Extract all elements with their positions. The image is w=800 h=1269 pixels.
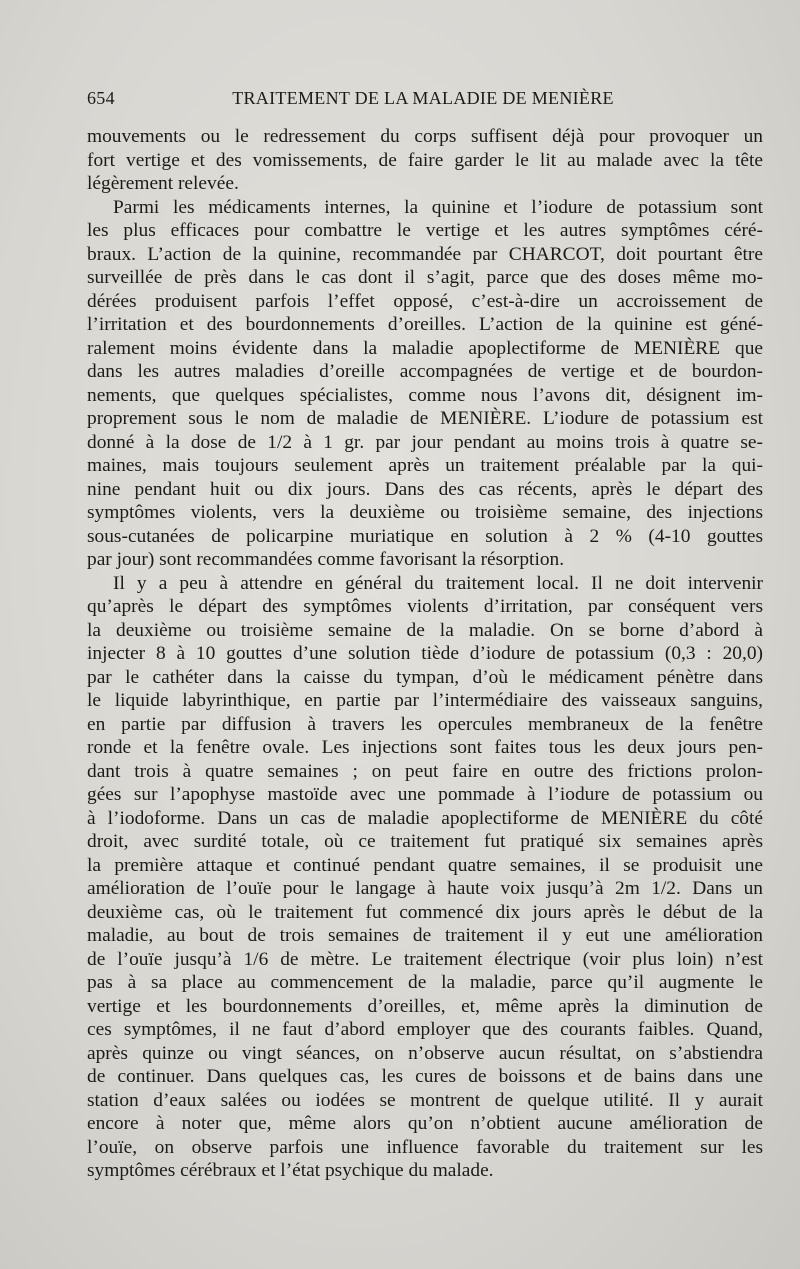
text-line: nine pendant huit ou dix jours. Dans des cas récents, après le départ des xyxy=(87,478,763,500)
text-line: le liquide labyrinthique, en partie par l’intermédiaire des vaisseaux sanguins, xyxy=(87,690,763,711)
text-line: proprement sous le nom de maladie de MENIÈRE. L’iodure de potassium est xyxy=(87,408,763,429)
text-line: deuxième cas, où le traitement fut commencé dix jours après le début de la xyxy=(87,901,763,923)
text-line: Parmi les médicaments internes, la quinine et l’iodure de potassium sont xyxy=(113,196,763,218)
text-line: pas à sa place au commencement de la maladie, parce qu’il augmente le xyxy=(87,972,763,993)
text-line: amélioration de l’ouïe pour le langage à haute voix jusqu’à 2m 1/2. Dans un xyxy=(87,878,763,899)
text-line: de l’ouïe jusqu’à 1/6 de mètre. Le traitement électrique (voir plus loin) n’est xyxy=(87,948,763,970)
text-line: à l’iodoforme. Dans un cas de maladie apoplectiforme de MENIÈRE du côté xyxy=(87,807,763,829)
text-line: dans les autres maladies d’oreille accompagnées de vertige et de bourdon- xyxy=(87,361,763,382)
text-line: mouvements ou le redressement du corps suffisent déjà pour provoquer un xyxy=(87,126,763,147)
text-line: fort vertige et des vomissements, de faire garder le lit au malade avec la tête xyxy=(87,149,763,171)
text-line: la deuxième ou troisième semaine de la maladie. On se borne d’abord à xyxy=(87,619,763,641)
text-line: l’ouïe, on observe parfois une influence favorable du traitement sur les xyxy=(87,1136,763,1158)
text-line: encore à noter que, même alors qu’on n’obtient aucune amélioration de xyxy=(87,1113,763,1134)
text-line: braux. L’action de la quinine, recommandée par CHARCOT, doit pourtant être xyxy=(87,243,763,265)
text-line: station d’eaux salées ou iodées se montrent de quelque utilité. Il y aurait xyxy=(87,1089,763,1111)
text-line: nements, que quelques spécialistes, comme nous l’avons dit, désignent im- xyxy=(87,384,763,406)
text-line: par le cathéter dans la caisse du tympan, d’où le médicament pénètre dans xyxy=(87,666,763,688)
text-line: donné à la dose de 1/2 à 1 gr. par jour pendant au moins trois à quatre se- xyxy=(87,431,763,453)
text-line: maladie, au bout de trois semaines de traitement il y eut une amélioration xyxy=(87,925,763,946)
text-line: ronde et la fenêtre ovale. Les injections sont faites tous les deux jours pen- xyxy=(87,737,763,758)
text-line: Il y a peu à attendre en général du traitement local. Il ne doit intervenir xyxy=(113,572,763,594)
text-line: sous-cutanées de policarpine muriatique en solution à 2 % (4-10 gouttes xyxy=(87,525,763,547)
text-line: les plus efficaces pour combattre le vertige et les autres symptômes céré- xyxy=(87,220,763,241)
text-line: symptômes violents, vers la deuxième ou troisième semaine, des injections xyxy=(87,502,763,523)
body-text xyxy=(87,125,763,1183)
text-line: la première attaque et continué pendant quatre semaines, il se produisit une xyxy=(87,854,763,876)
text-line: vertige et les bourdonnements d’oreilles, et, même après la diminution de xyxy=(87,995,763,1017)
text-line: injecter 8 à 10 gouttes d’une solution tiède d’iodure de potassium (0,3 : 20,0) xyxy=(87,643,763,664)
text-line: symptômes cérébraux et l’état psychique du malade. xyxy=(87,1160,494,1181)
text-line: par jour) sont recommandées comme favorisant la résorption. xyxy=(87,549,565,570)
page-number: 654 xyxy=(87,88,115,108)
text-line: ces symptômes, il ne faut d’abord employer que des courants faibles. Quand, xyxy=(87,1019,763,1040)
text-line: en partie par diffusion à travers les opercules membraneux de la fenêtre xyxy=(87,713,763,735)
text-line: droit, avec surdité totale, où ce traitement fut pratiqué six semaines après xyxy=(87,831,763,852)
running-title: TRAITEMENT DE LA MALADIE DE MENIÈRE xyxy=(232,88,614,108)
text-line: gées sur l’apophyse mastoïde avec une pommade à l’iodure de potassium ou xyxy=(87,784,763,805)
text-line: ralement moins évidente dans la maladie apoplectiforme de MENIÈRE que xyxy=(87,337,763,359)
text-line: l’irritation et des bourdonnements d’oreilles. L’action de la quinine est géné- xyxy=(87,314,763,335)
text-line: dérées produisent parfois l’effet opposé, c’est-à-dire un accroissement de xyxy=(87,290,763,312)
text-line: de continuer. Dans quelques cas, les cures de boissons et de bains dans une xyxy=(87,1066,763,1087)
text-line: maines, mais toujours seulement après un traitement préalable par la qui- xyxy=(87,455,763,476)
text-line: dant trois à quatre semaines ; on peut faire en outre des frictions prolon- xyxy=(87,760,763,782)
text-line: qu’après le départ des symptômes violents d’irritation, par conséquent vers xyxy=(87,596,763,617)
text-line: après quinze ou vingt séances, on n’observe aucun résultat, on s’abstiendra xyxy=(87,1042,763,1064)
text-line: légèrement relevée. xyxy=(87,173,239,194)
text-line: surveillée de près dans le cas dont il s’agit, parce que des doses même mo- xyxy=(87,267,763,288)
page-header xyxy=(87,88,759,112)
